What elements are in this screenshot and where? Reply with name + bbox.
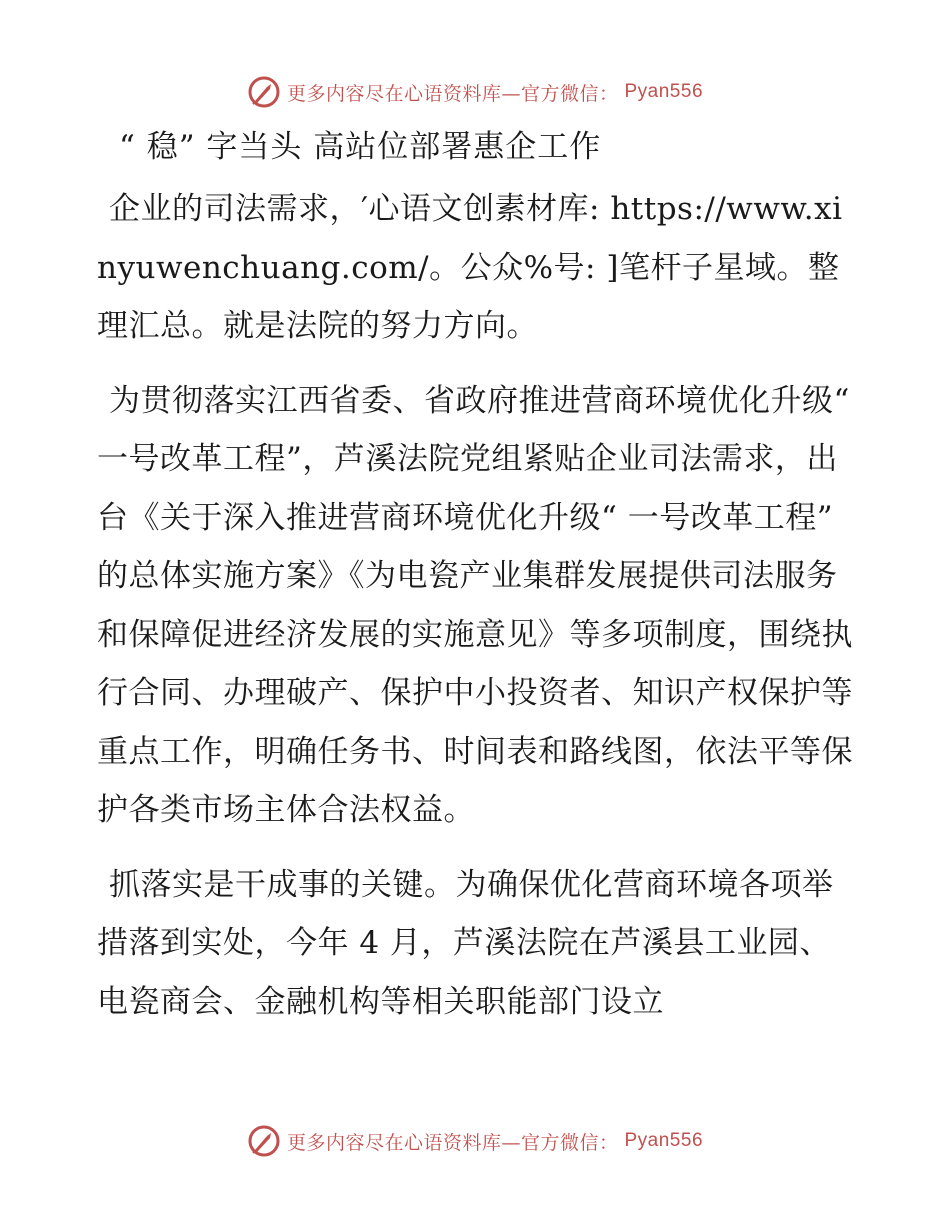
header-watermark-banner (0, 72, 950, 112)
paragraph-1: 企业的司法需求，′心语文创素材库: https://www.xinyuwenchuang.com/。公众%号: ]笔杆子星域。整理汇总。就是法院的努力方向。 (97, 191, 843, 344)
paragraph-3: 抓落实是干成事的关键。为确保优化营商环境各项举措落到实处，今年 4 月，芦溪法院在芦溪县工业园、电瓷商会、金融机构等相关职能部门设立 (97, 866, 834, 1020)
banner-text: 更多内容尽在心语资料库—官方微信： (286, 82, 619, 105)
paragraph-2: 为贯彻落实江西省委、省政府推进营商环境优化升级“ 一号改革工程”，芦溪法院党组紧贴企业司法需求，出台《关于深入推进营商环境优化升级“ 一号改革工程” 的总体实施方案》《为电瓷产业集群发展提供司法服务和保障促进经济发展的实施意见》等多项制度，围绕执行合同、办理破产、保护中小投资者、知识产权保护等重点工作，明确任务书、时间表和路线图，依法平等保护各类市场主体合法权益。 (97, 382, 861, 828)
banner-wechat-id: Pyan556 (624, 81, 704, 102)
footer-watermark-banner (0, 1121, 950, 1161)
banner-text: 更多内容尽在心语资料库—官方微信： (286, 1131, 619, 1154)
brush-pen-logo-icon (247, 75, 281, 109)
document-body (97, 122, 861, 1047)
banner-wechat-id: Pyan556 (624, 1130, 704, 1151)
section-heading: “ 稳” 字当头 高站位部署惠企工作 (119, 129, 602, 165)
brush-pen-logo-icon (247, 1124, 281, 1158)
